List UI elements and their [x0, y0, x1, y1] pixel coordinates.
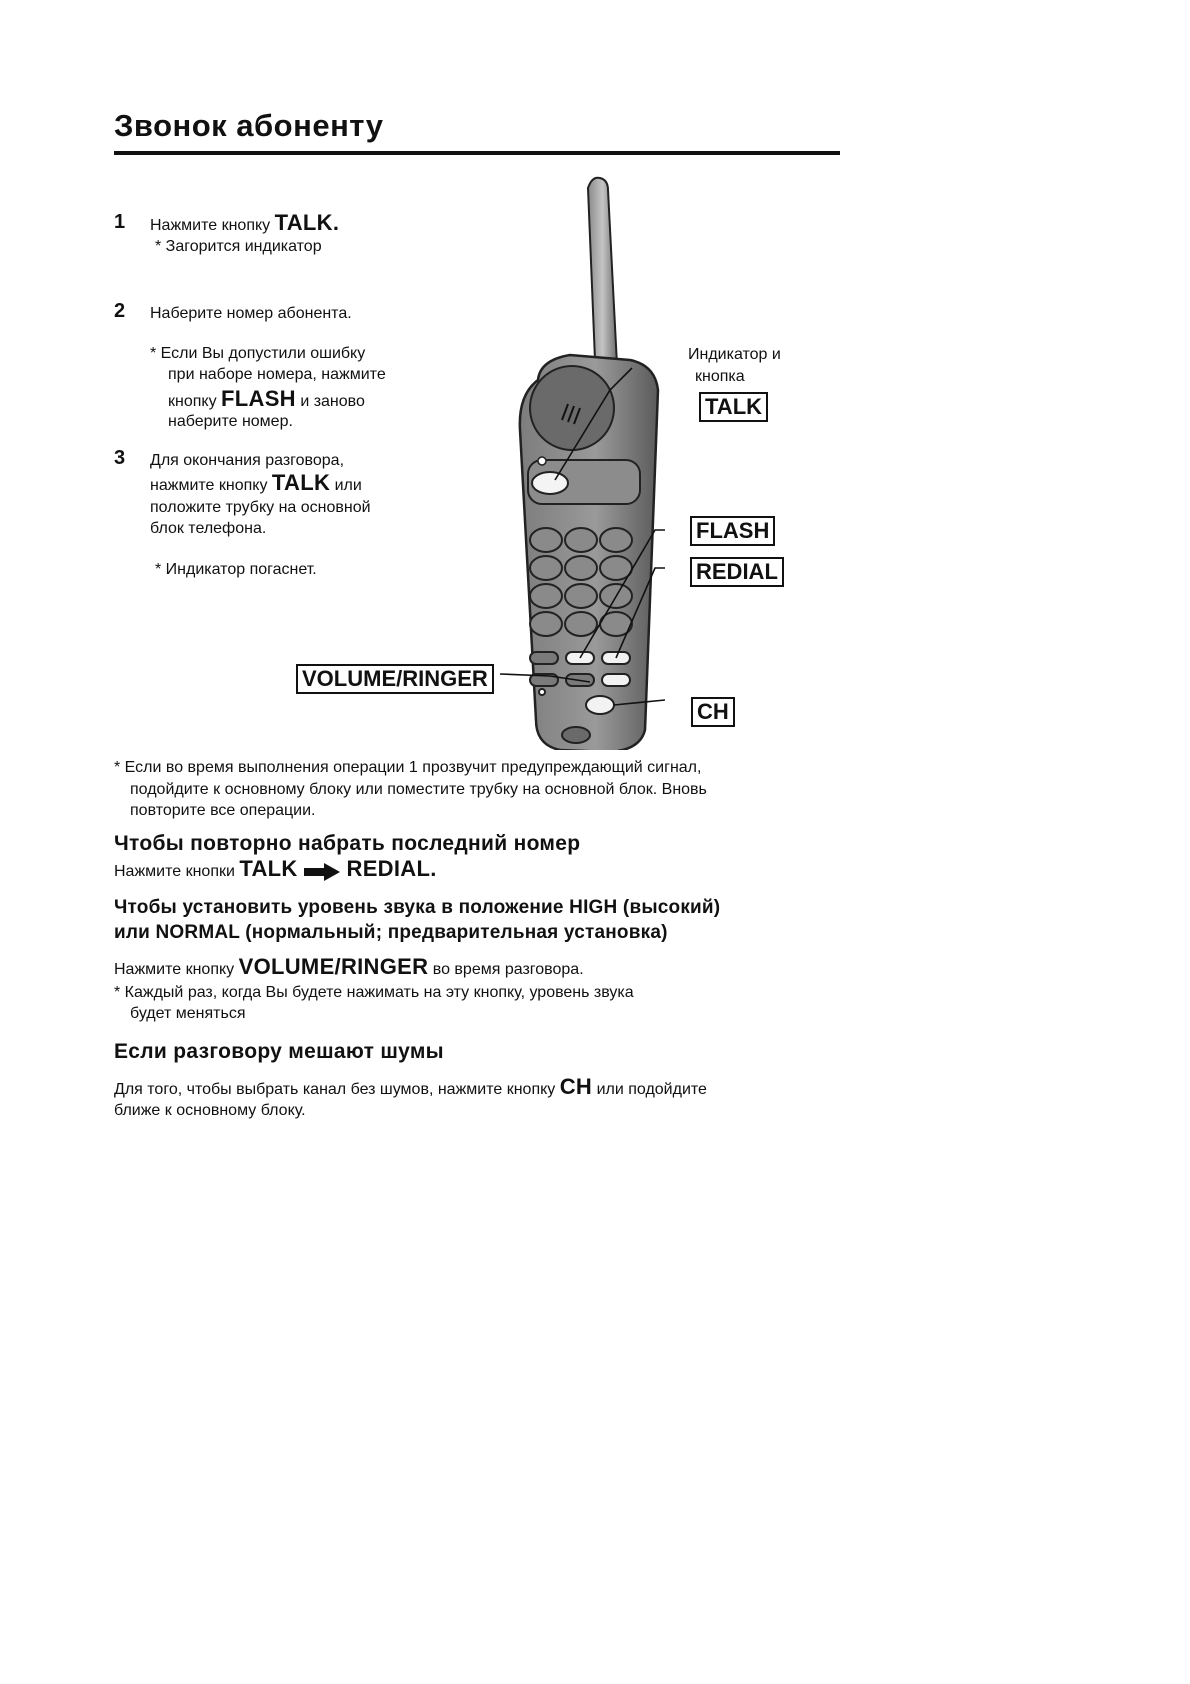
handset-illustration — [480, 170, 880, 750]
warning-line-3: повторите все операции. — [130, 802, 316, 819]
step-2-flash-key: FLASH — [221, 386, 296, 411]
step-2-text: Наберите номер абонента. — [150, 305, 352, 322]
talk-callout-line-2: кнопка — [695, 368, 745, 385]
step-2-note-line-3-before: кнопку — [168, 393, 217, 410]
talk-indicator — [538, 457, 546, 465]
arrow-right-icon — [302, 862, 342, 882]
step-2-number: 2 — [114, 300, 126, 322]
warning-line-2: подойдите к основному блоку или поместите трубку на основной блок. Вновь — [130, 781, 707, 798]
noise-line-2: ближе к основному блоку. — [114, 1102, 306, 1119]
page-title: Звонок абоненту — [114, 108, 384, 143]
noise-text-after: или подойдите — [596, 1081, 707, 1098]
step-1-number: 1 — [114, 211, 126, 233]
step-2-note-line-3 — [168, 388, 365, 412]
microphone — [562, 727, 590, 743]
talk-label: TALK — [699, 392, 768, 422]
step-3-line-1: Для окончания разговора, — [150, 452, 345, 469]
step-2-note-line-2: при наборе номера, нажмите — [168, 366, 386, 383]
redial-talk-key: TALK — [239, 856, 298, 881]
noise-ch-key: CH — [559, 1074, 593, 1099]
step-3-talk-key: TALK — [271, 470, 331, 495]
redial-redial-key: REDIAL. — [346, 856, 437, 881]
redial-label: REDIAL — [690, 557, 784, 587]
warning-line-1: * Если во время выполнения операции 1 прозвучит предупреждающий сигнал, — [114, 759, 702, 776]
antenna — [588, 178, 617, 365]
volume-heading-line-2: или NORMAL (нормальный; предварительная установка) — [114, 922, 668, 943]
step-3-line-2-after: или — [334, 477, 362, 494]
flash-label: FLASH — [690, 516, 775, 546]
noise-instruction — [114, 1076, 707, 1100]
step-3-line-2-before: нажмите кнопку — [150, 477, 268, 494]
step-1-text — [150, 212, 339, 236]
title-rule — [114, 151, 840, 155]
redial-instruction — [114, 858, 437, 882]
talk-callout-line-1: Индикатор и — [688, 346, 781, 363]
volume-instruction — [114, 956, 584, 980]
step-2-note-line-3-after: и заново — [300, 393, 365, 410]
step-3-note: * Индикатор погаснет. — [155, 561, 317, 578]
volume-heading-line-1: Чтобы установить уровень звука в положение HIGH (высокий) — [114, 897, 721, 918]
redial-text-before: Нажмите кнопки — [114, 863, 235, 880]
step-3-line-4: блок телефона. — [150, 520, 267, 537]
ch-label: CH — [691, 697, 735, 727]
noise-text-before: Для того, чтобы выбрать канал без шумов, нажмите кнопку — [114, 1081, 556, 1098]
redial-heading: Чтобы повторно набрать последний номер — [114, 832, 581, 855]
step-1-key: TALK. — [274, 210, 340, 235]
step-3-line-3: положите трубку на основной — [150, 499, 371, 516]
step-1-note: * Загорится индикатор — [155, 238, 322, 255]
volume-text-after: во время разговора. — [432, 961, 584, 978]
volume-ringer-label: VOLUME/RINGER — [296, 664, 494, 694]
volume-note-line-1: * Каждый раз, когда Вы будете нажимать на эту кнопку, уровень звука — [114, 984, 634, 1001]
volume-text-before: Нажмите кнопку — [114, 961, 235, 978]
volume-note-line-2: будет меняться — [130, 1005, 246, 1022]
step-2-note-line-1: * Если Вы допустили ошибку — [150, 345, 366, 362]
step-3-line-2 — [150, 472, 362, 496]
step-1-text-before: Нажмите кнопку — [150, 217, 271, 234]
step-2-note-line-4: наберите номер. — [168, 413, 293, 430]
noise-heading: Если разговору мешают шумы — [114, 1040, 444, 1063]
step-3-number: 3 — [114, 447, 126, 469]
talk-button — [532, 472, 568, 494]
earpiece — [530, 366, 614, 450]
volume-key: VOLUME/RINGER — [238, 954, 429, 979]
